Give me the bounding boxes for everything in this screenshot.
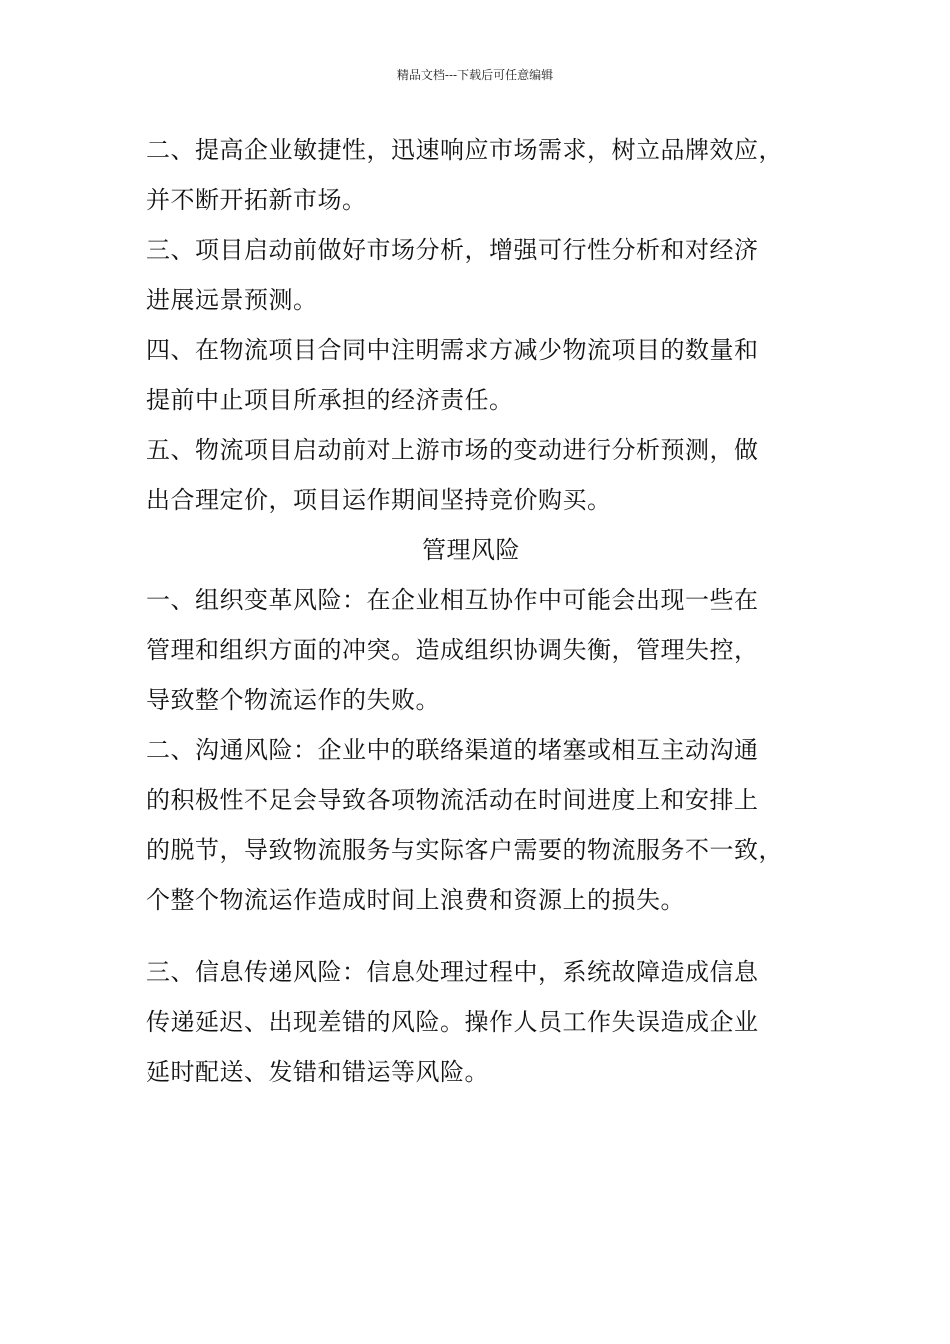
paragraph-pricing <box>146 425 796 525</box>
paragraph-line: 五、物流项目启动前对上游市场的变动进行分析预测，做 <box>146 436 759 464</box>
page-header: 精品文档---下载后可任意编辑 <box>396 68 554 82</box>
paragraph-line: 进展远景预测。 <box>146 286 318 314</box>
paragraph-line: 三、项目启动前做好市场分析，增强可行性分析和对经济 <box>146 236 759 264</box>
paragraph-market-agility <box>146 125 796 225</box>
paragraph-line: 的积极性不足会导致各项物流活动在时间进度上和安排上 <box>146 786 759 814</box>
paragraph-line: 导致整个物流运作的失败。 <box>146 686 440 714</box>
paragraph-line: 提前中止项目所承担的经济责任。 <box>146 386 514 414</box>
paragraph-market-analysis <box>146 225 796 325</box>
section-title: 管理风险 <box>422 536 520 564</box>
paragraph-line: 一、组织变革风险：在企业相互协作中可能会出现一些在 <box>146 586 759 614</box>
paragraph-communication-risk <box>146 725 796 925</box>
paragraph-line: 并不断开拓新市场。 <box>146 186 367 214</box>
paragraph-line: 管理和组织方面的冲突。造成组织协调失衡，管理失控， <box>146 636 759 664</box>
paragraph-line: 的脱节，导致物流服务与实际客户需要的物流服务不一致， <box>146 836 783 864</box>
document-body <box>146 125 796 1097</box>
paragraph-line: 传递延迟、出现差错的风险。操作人员工作失误造成企业 <box>146 1008 759 1036</box>
paragraph-line: 二、沟通风险：企业中的联络渠道的堵塞或相互主动沟通 <box>146 736 759 764</box>
paragraph-line: 个整个物流运作造成时间上浪费和资源上的损失。 <box>146 886 685 914</box>
paragraph-line: 延时配送、发错和错运等风险。 <box>146 1058 489 1086</box>
paragraph-spacer <box>146 925 796 947</box>
paragraph-line: 二、提高企业敏捷性，迅速响应市场需求，树立品牌效应， <box>146 136 783 164</box>
paragraph-information-risk <box>146 947 796 1097</box>
paragraph-contract-terms <box>146 325 796 425</box>
paragraph-line: 出合理定价，项目运作期间坚持竞价购买。 <box>146 486 612 514</box>
paragraph-line: 三、信息传递风险：信息处理过程中，系统故障造成信息 <box>146 958 759 986</box>
paragraph-line: 四、在物流项目合同中注明需求方减少物流项目的数量和 <box>146 336 759 364</box>
paragraph-organizational-risk <box>146 575 796 725</box>
